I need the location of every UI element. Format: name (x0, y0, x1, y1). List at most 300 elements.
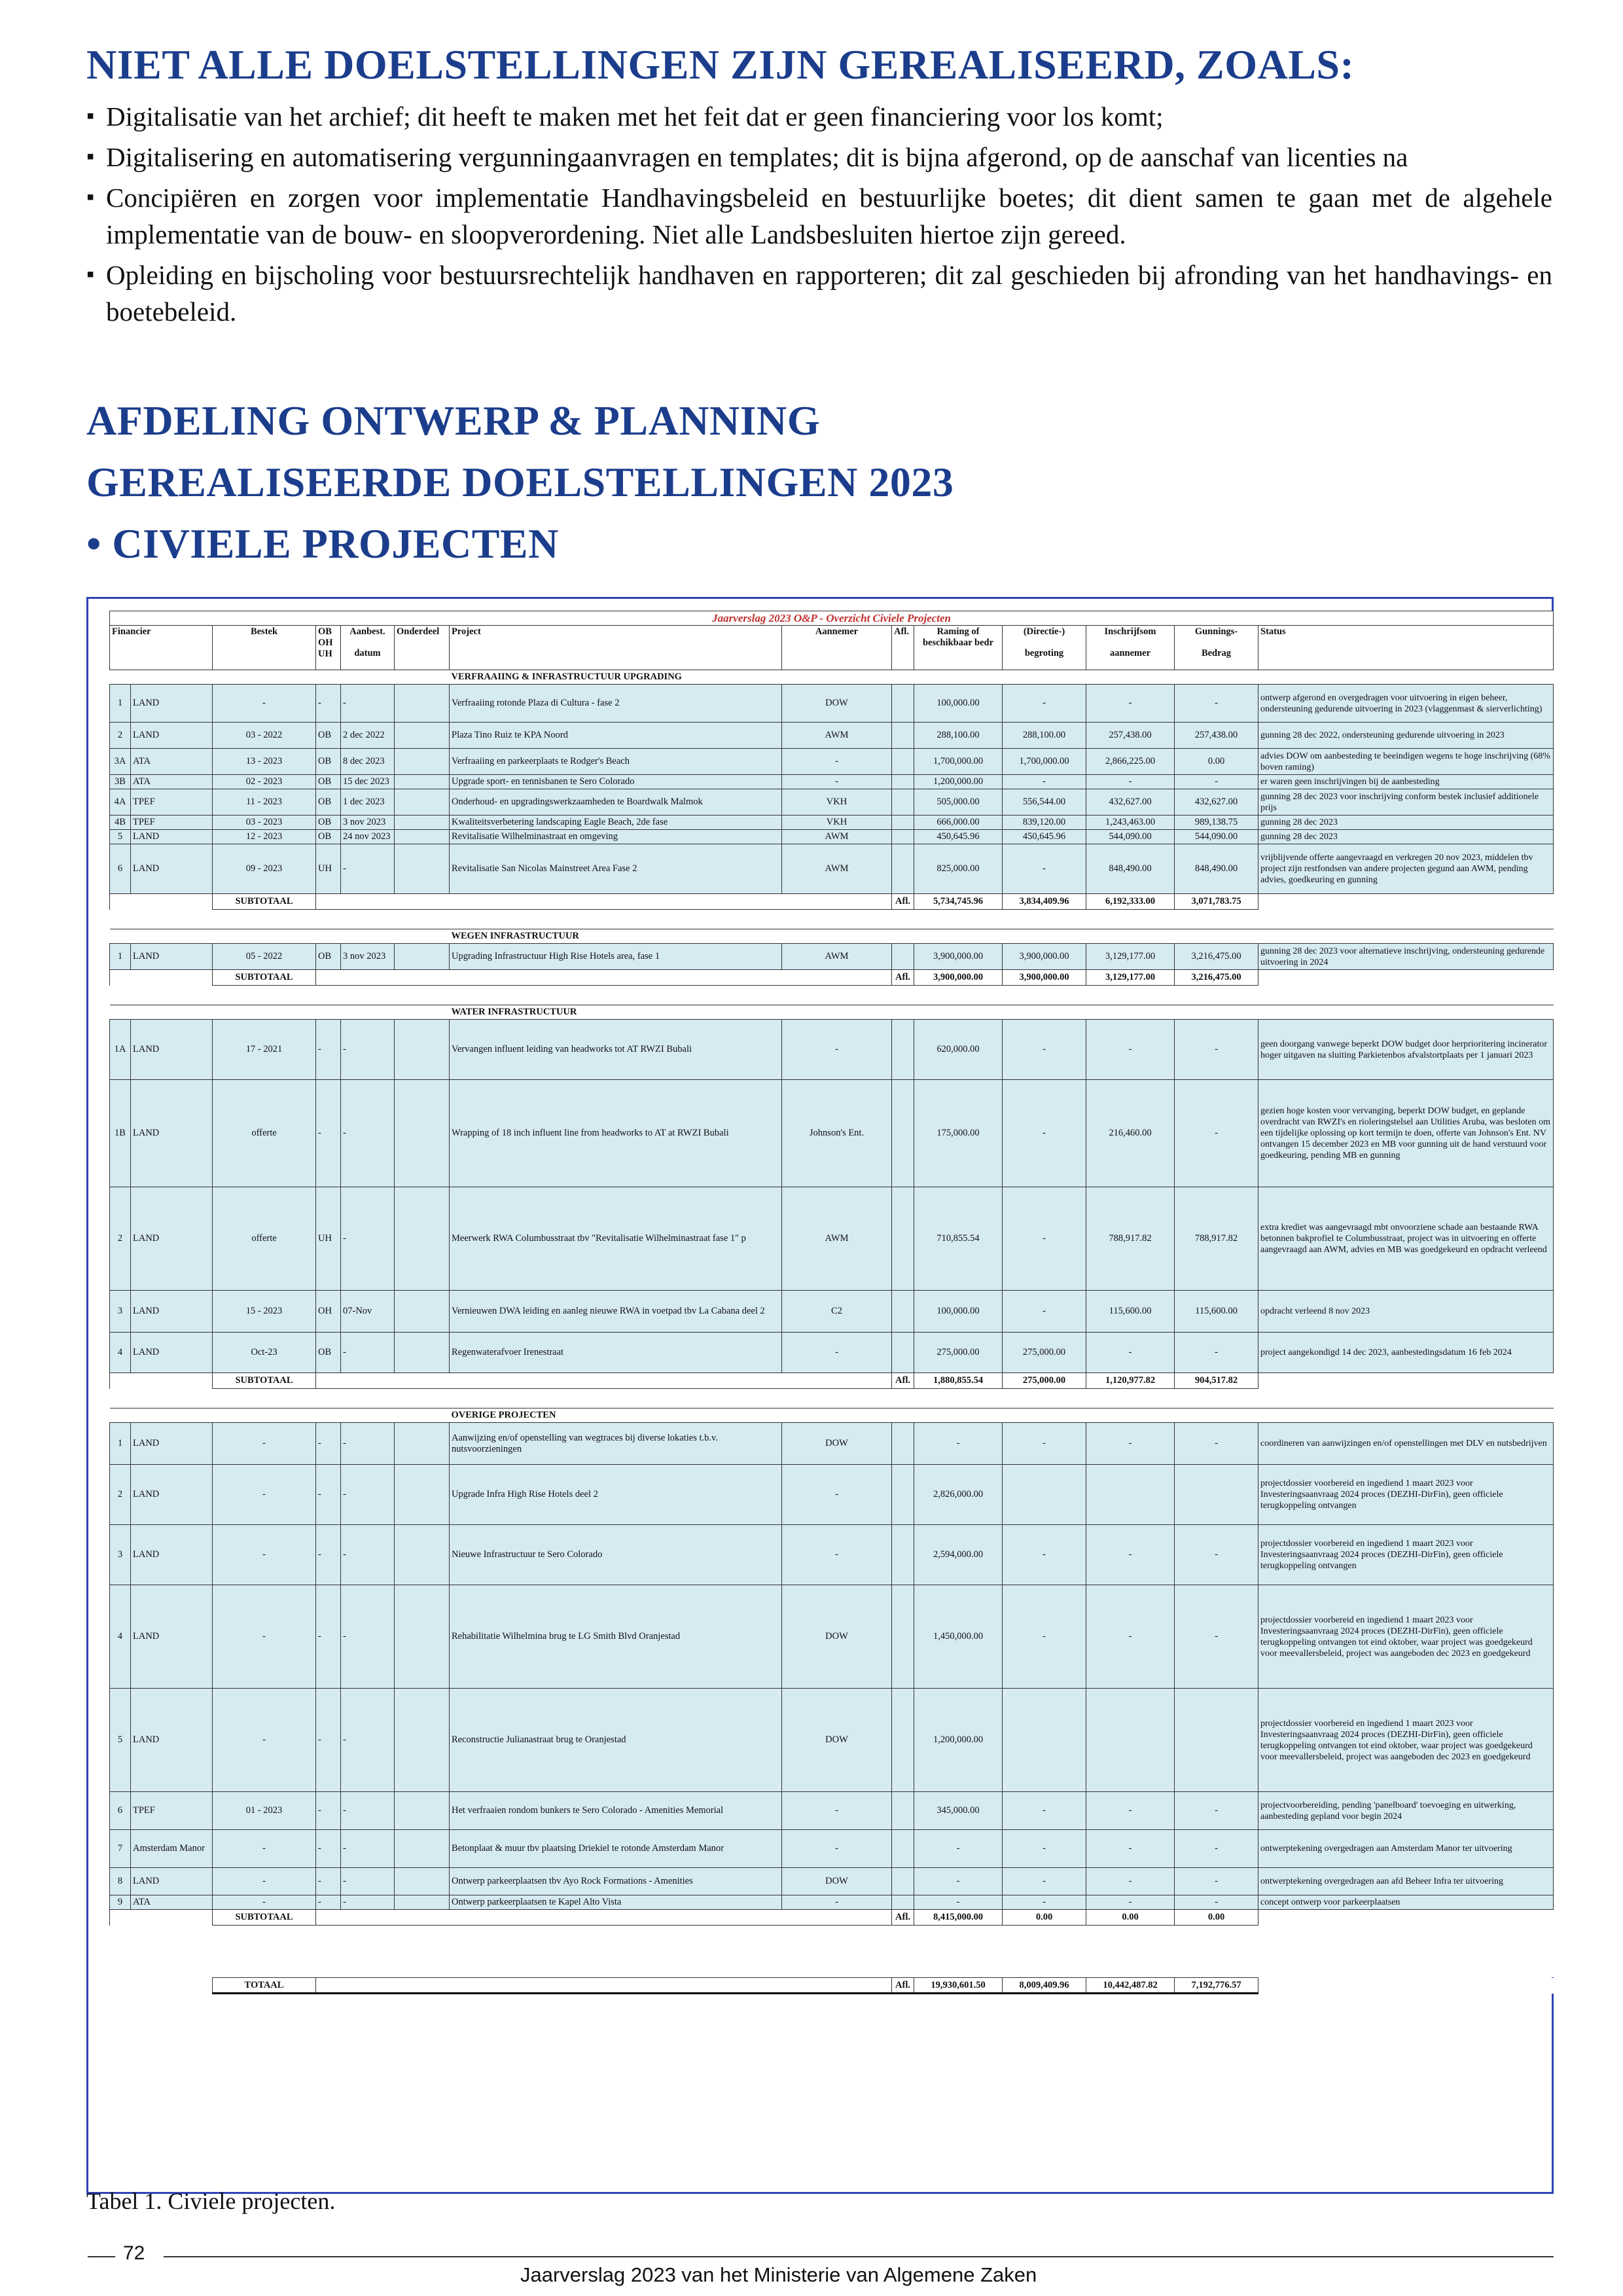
square-bullet-icon: ▪ (86, 145, 95, 169)
ob-cell: OB (316, 749, 341, 775)
begroting-cell: - (1003, 844, 1086, 894)
status-cell: gunning 28 dec 2023 voor inschrijving conform bestek inclusief additionele prijs (1258, 789, 1554, 816)
gunning-cell: 788,917.82 (1175, 1187, 1258, 1291)
onderdeel-cell (395, 1423, 450, 1465)
afl-cell (892, 1187, 914, 1291)
subtotal-raming: 5,734,745.96 (914, 894, 1003, 910)
onderdeel-cell (395, 723, 450, 749)
row-number: 4 (110, 1585, 131, 1689)
raming-cell: 100,000.00 (914, 1291, 1003, 1333)
afl-cell (892, 1423, 914, 1465)
inschrijfsom-cell: 216,460.00 (1086, 1080, 1175, 1187)
table-frame (86, 597, 1554, 2194)
inschrijfsom-cell: 2,866,225.00 (1086, 749, 1175, 775)
aannemer-cell: DOW (782, 1868, 892, 1895)
bestek-cell: 09 - 2023 (213, 844, 316, 894)
afl-cell (892, 844, 914, 894)
row-number: 2 (110, 1187, 131, 1291)
ob-cell: - (316, 685, 341, 723)
ob-cell: OB (316, 1333, 341, 1373)
afl-cell (892, 1291, 914, 1333)
subtotal-begroting: 275,000.00 (1003, 1373, 1086, 1389)
subtotal-spacer (316, 894, 892, 910)
table-row (110, 1187, 1554, 1291)
project-cell: Reconstructie Julianastraat brug te Oranjestad (450, 1689, 782, 1792)
aannemer-cell: - (782, 1895, 892, 1910)
financier-cell: LAND (131, 1333, 213, 1373)
col-header-bestek: Bestek (213, 626, 316, 670)
aannemer-cell: - (782, 775, 892, 789)
subtotal-afl: Afl. (892, 1373, 914, 1389)
status-cell: vrijblijvende offerte aangevraagd en verkregen 20 nov 2023, middelen tbv project zijn restfondsen van andere projecten gegund aan AWM, pending advies, goedkeuring en gunning (1258, 844, 1554, 894)
raming-cell: 1,200,000.00 (914, 1689, 1003, 1792)
subtotal-gunning: 0.00 (1175, 1910, 1258, 1926)
table-row (110, 1423, 1554, 1465)
aanbest-datum-cell: 1 dec 2023 (341, 789, 395, 816)
subtotal-begroting: 0.00 (1003, 1910, 1086, 1926)
aannemer-cell: AWM (782, 844, 892, 894)
afl-cell (892, 1080, 914, 1187)
financier-cell: TPEF (131, 1792, 213, 1830)
col-header-project: Project (450, 626, 782, 670)
square-bullet-icon: ▪ (86, 104, 95, 128)
aanbest-datum-cell: - (341, 1868, 395, 1895)
aanbest-datum-cell: - (341, 685, 395, 723)
row-number: 6 (110, 844, 131, 894)
aannemer-cell: AWM (782, 944, 892, 970)
subtotal-raming: 8,415,000.00 (914, 1910, 1003, 1926)
subtotal-raming: 1,880,855.54 (914, 1373, 1003, 1389)
bullet-item (86, 98, 1552, 135)
financier-cell: TPEF (131, 789, 213, 816)
row-number: 7 (110, 1830, 131, 1868)
aannemer-cell: VKH (782, 789, 892, 816)
ob-cell: OB (316, 944, 341, 970)
gunning-cell: - (1175, 1868, 1258, 1895)
ob-cell: OB (316, 830, 341, 844)
financier-cell: LAND (131, 830, 213, 844)
col-header-aanbest-line2: datum (354, 648, 381, 658)
total-begroting: 8,009,409.96 (1003, 1978, 1086, 1994)
table-row (110, 844, 1554, 894)
financier-cell: LAND (131, 1423, 213, 1465)
row-number: 3B (110, 775, 131, 789)
inschrijfsom-cell: - (1086, 1792, 1175, 1830)
section-title: WATER INFRASTRUCTUUR (450, 1005, 1554, 1020)
subtotal-label: SUBTOTAAL (213, 1910, 316, 1926)
col-header-gunning (1175, 626, 1258, 670)
subtotal-begroting: 3,900,000.00 (1003, 970, 1086, 986)
aannemer-cell: - (782, 1333, 892, 1373)
col-header-onderdeel: Onderdeel (395, 626, 450, 670)
col-header-afl: Afl. (892, 626, 914, 670)
table-row (110, 1792, 1554, 1830)
begroting-cell: - (1003, 1291, 1086, 1333)
table-row (110, 1291, 1554, 1333)
afl-cell (892, 1792, 914, 1830)
subtotal-row (110, 894, 1554, 910)
aannemer-cell: AWM (782, 1187, 892, 1291)
section-spacer-cell (110, 670, 450, 685)
aanbest-datum-cell: - (341, 1080, 395, 1187)
section-spacer (110, 986, 1554, 1005)
financier-cell: LAND (131, 1465, 213, 1525)
gunning-cell: 848,490.00 (1175, 844, 1258, 894)
afl-cell (892, 1830, 914, 1868)
status-cell: er waren geen inschrijvingen bij de aanbesteding (1258, 775, 1554, 789)
subtotal-spacer (316, 1910, 892, 1926)
onderdeel-cell (395, 1020, 450, 1080)
financier-cell: Amsterdam Manor (131, 1830, 213, 1868)
project-cell: Kwaliteitsverbetering landscaping Eagle Beach, 2de fase (450, 816, 782, 830)
subtotal-end (1258, 1373, 1554, 1389)
status-cell: project aangekondigd 14 dec 2023, aanbestedingsdatum 16 feb 2024 (1258, 1333, 1554, 1373)
subtotal-begroting: 3,834,409.96 (1003, 894, 1086, 910)
bestek-cell: - (213, 1895, 316, 1910)
section-header-row (110, 1408, 1554, 1423)
subtotal-blank (110, 1373, 213, 1389)
aanbest-datum-cell: 2 dec 2022 (341, 723, 395, 749)
bestek-cell: 02 - 2023 (213, 775, 316, 789)
subtotal-inschrijfsom: 6,192,333.00 (1086, 894, 1175, 910)
status-cell: gunning 28 dec 2022, ondersteuning gedurende uitvoering in 2023 (1258, 723, 1554, 749)
subtotal-label: SUBTOTAAL (213, 970, 316, 986)
total-row (110, 1978, 1554, 1994)
afl-cell (892, 775, 914, 789)
raming-cell: 1,700,000.00 (914, 749, 1003, 775)
begroting-cell: - (1003, 685, 1086, 723)
heading-civiele-projecten: • CIVIELE PROJECTEN (86, 520, 559, 567)
inschrijfsom-cell: - (1086, 1895, 1175, 1910)
onderdeel-cell (395, 830, 450, 844)
project-cell: Regenwaterafvoer Irenestraat (450, 1333, 782, 1373)
inschrijfsom-cell: - (1086, 1333, 1175, 1373)
afl-cell (892, 749, 914, 775)
aannemer-cell: AWM (782, 723, 892, 749)
financier-cell: LAND (131, 685, 213, 723)
footer-dash (88, 2256, 115, 2257)
bestek-cell: - (213, 1465, 316, 1525)
col-header-gunning-line1: Gunnings- (1194, 626, 1238, 637)
status-cell: gunning 28 dec 2023 (1258, 816, 1554, 830)
gunning-cell: - (1175, 1792, 1258, 1830)
gunning-cell: 257,438.00 (1175, 723, 1258, 749)
col-header-directie-line2: begroting (1024, 648, 1064, 658)
col-header-status: Status (1258, 626, 1554, 670)
aanbest-datum-cell: 3 nov 2023 (341, 944, 395, 970)
onderdeel-cell (395, 1792, 450, 1830)
ob-cell: - (316, 1465, 341, 1525)
aanbest-datum-cell: - (341, 1423, 395, 1465)
status-cell: gunning 28 dec 2023 (1258, 830, 1554, 844)
afl-cell (892, 789, 914, 816)
subtotal-afl: Afl. (892, 894, 914, 910)
begroting-cell: - (1003, 1423, 1086, 1465)
col-header-raming: Raming of beschikbaar bedr (914, 626, 1003, 670)
subtotal-raming: 3,900,000.00 (914, 970, 1003, 986)
civiele-projecten-table (109, 611, 1554, 1994)
subtotal-row (110, 1910, 1554, 1926)
aannemer-cell: - (782, 1465, 892, 1525)
afl-cell (892, 816, 914, 830)
aannemer-cell: DOW (782, 685, 892, 723)
aanbest-datum-cell: 15 dec 2023 (341, 775, 395, 789)
subtotal-label: SUBTOTAAL (213, 1373, 316, 1389)
bestek-cell: 03 - 2022 (213, 723, 316, 749)
bestek-cell: 11 - 2023 (213, 789, 316, 816)
financier-cell: ATA (131, 775, 213, 789)
subtotal-end (1258, 1910, 1554, 1926)
gunning-cell: - (1175, 775, 1258, 789)
gunning-cell (1175, 1689, 1258, 1792)
col-header-inschrijfsom (1086, 626, 1175, 670)
project-cell: Revitalisatie San Nicolas Mainstreet Area Fase 2 (450, 844, 782, 894)
onderdeel-cell (395, 1895, 450, 1910)
ob-cell: OB (316, 789, 341, 816)
subtotal-row (110, 970, 1554, 986)
bullet-text: Digitalisatie van het archief; dit heeft te maken met het feit dat er geen financiering voor los komt; (106, 101, 1164, 132)
col-header-aanbest (341, 626, 395, 670)
afl-cell (892, 1465, 914, 1525)
begroting-cell: - (1003, 1868, 1086, 1895)
financier-cell: LAND (131, 1291, 213, 1333)
afl-cell (892, 1333, 914, 1373)
table-row (110, 816, 1554, 830)
aannemer-cell: - (782, 1525, 892, 1585)
aannemer-cell: DOW (782, 1423, 892, 1465)
subtotal-blank (110, 970, 213, 986)
spacer-cell (110, 1389, 1554, 1408)
table-row (110, 1020, 1554, 1080)
begroting-cell: - (1003, 1020, 1086, 1080)
raming-cell: 2,826,000.00 (914, 1465, 1003, 1525)
begroting-cell: - (1003, 1187, 1086, 1291)
bestek-cell: offerte (213, 1080, 316, 1187)
total-spacer-cell (316, 1978, 892, 1994)
project-cell: Wrapping of 18 inch influent line from headworks to AT at RWZI Bubali (450, 1080, 782, 1187)
section-header-row (110, 1005, 1554, 1020)
inschrijfsom-cell: 1,243,463.00 (1086, 816, 1175, 830)
inschrijfsom-cell: 848,490.00 (1086, 844, 1175, 894)
inschrijfsom-cell: - (1086, 775, 1175, 789)
begroting-cell: 1,700,000.00 (1003, 749, 1086, 775)
heading-afdeling: AFDELING ONTWERP & PLANNING (86, 397, 821, 444)
begroting-cell: - (1003, 1830, 1086, 1868)
status-cell: gezien hoge kosten voor vervanging, beperkt DOW budget, en geplande overdracht van RWZI's en rioleringstelsel aan Utilities Aruba, was besloten om een tijdelijke oplossing op kort termijn te doen, offerte van Johnson's Ent. NV ontvangen 15 december 2023 en MB voor gunning uit de hand verstuurd voor goedkeuring, pending MB en gunning (1258, 1080, 1554, 1187)
project-cell: Het verfraaien rondom bunkers te Sero Colorado - Amenities Memorial (450, 1792, 782, 1830)
row-number: 3 (110, 1525, 131, 1585)
aanbest-datum-cell: 24 nov 2023 (341, 830, 395, 844)
begroting-cell: 275,000.00 (1003, 1333, 1086, 1373)
aanbest-datum-cell: - (341, 844, 395, 894)
subtotal-gunning: 904,517.82 (1175, 1373, 1258, 1389)
ob-cell: - (316, 1423, 341, 1465)
project-cell: Aanwijzing en/of openstelling van wegtraces bij diverse lokaties t.b.v. nutsvoorzieningen (450, 1423, 782, 1465)
aanbest-datum-cell: - (341, 1689, 395, 1792)
gunning-cell: 3,216,475.00 (1175, 944, 1258, 970)
ob-cell: - (316, 1080, 341, 1187)
project-cell: Upgrading Infrastructuur High Rise Hotels area, fase 1 (450, 944, 782, 970)
total-inschrijfsom: 10,442,487.82 (1086, 1978, 1175, 1994)
aanbest-datum-cell: 8 dec 2023 (341, 749, 395, 775)
bestek-cell: 03 - 2023 (213, 816, 316, 830)
raming-cell: 825,000.00 (914, 844, 1003, 894)
status-cell: concept ontwerp voor parkeerplaatsen (1258, 1895, 1554, 1910)
financier-cell: TPEF (131, 816, 213, 830)
raming-cell: 666,000.00 (914, 816, 1003, 830)
col-header-ob: OB OH UH (316, 626, 341, 670)
project-cell: Onderhoud- en upgradingswerkzaamheden te Boardwalk Malmok (450, 789, 782, 816)
subtotal-afl: Afl. (892, 1910, 914, 1926)
inschrijfsom-cell (1086, 1689, 1175, 1792)
row-number: 4 (110, 1333, 131, 1373)
project-cell: Revitalisatie Wilhelminastraat en omgeving (450, 830, 782, 844)
financier-cell: LAND (131, 1020, 213, 1080)
raming-cell: - (914, 1895, 1003, 1910)
total-end (1258, 1978, 1554, 1994)
project-cell: Vervangen influent leiding van headworks tot AT RWZI Bubali (450, 1020, 782, 1080)
bestek-cell: - (213, 1423, 316, 1465)
square-bullet-icon: ▪ (86, 185, 95, 209)
col-header-aannemer: Aannemer (782, 626, 892, 670)
begroting-cell: - (1003, 1080, 1086, 1187)
table-title: Jaarverslag 2023 O&P - Overzicht Civiele Projecten (110, 611, 1554, 626)
section-spacer (110, 910, 1554, 929)
total-gunning: 7,192,776.57 (1175, 1978, 1258, 1994)
aanbest-datum-cell: - (341, 1020, 395, 1080)
raming-cell: 275,000.00 (914, 1333, 1003, 1373)
project-cell: Betonplaat & muur tbv plaatsing Driekiel te rotonde Amsterdam Manor (450, 1830, 782, 1868)
bullet-text: Concipiëren en zorgen voor implementatie Handhavingsbeleid en bestuurlijke boetes; dit dient samen te gaan met de algehele implementatie van de bouw- en sloopverordening. Niet alle Landsbesluiten hiertoe zijn gereed. (106, 183, 1552, 249)
table-row (110, 789, 1554, 816)
raming-cell: 1,200,000.00 (914, 775, 1003, 789)
aannemer-cell: - (782, 1792, 892, 1830)
inschrijfsom-cell: 544,090.00 (1086, 830, 1175, 844)
total-afl: Afl. (892, 1978, 914, 1994)
gunning-cell: - (1175, 1080, 1258, 1187)
table-row (110, 830, 1554, 844)
status-cell: coordineren van aanwijzingen en/of openstellingen met DLV en nutsbedrijven (1258, 1423, 1554, 1465)
onderdeel-cell (395, 1525, 450, 1585)
gunning-cell: 544,090.00 (1175, 830, 1258, 844)
subtotal-label: SUBTOTAAL (213, 894, 316, 910)
status-cell: advies DOW om aanbesteding te beeindigen wegens te hoge inschrijving (68% boven raming) (1258, 749, 1554, 775)
ob-cell: - (316, 1585, 341, 1689)
aanbest-datum-cell: 07-Nov (341, 1291, 395, 1333)
begroting-cell: - (1003, 1792, 1086, 1830)
bestek-cell: - (213, 1830, 316, 1868)
heading-niet-gerealiseerd: NIET ALLE DOELSTELLINGEN ZIJN GEREALISEERD, ZOALS: (86, 41, 1355, 88)
bestek-cell: 15 - 2023 (213, 1291, 316, 1333)
ob-cell: OB (316, 816, 341, 830)
onderdeel-cell (395, 789, 450, 816)
table-row (110, 1333, 1554, 1373)
begroting-cell: - (1003, 1895, 1086, 1910)
table-row (110, 1465, 1554, 1525)
begroting-cell: 450,645.96 (1003, 830, 1086, 844)
afl-cell (892, 723, 914, 749)
begroting-cell (1003, 1465, 1086, 1525)
aannemer-cell: DOW (782, 1689, 892, 1792)
financier-cell: LAND (131, 1689, 213, 1792)
aanbest-datum-cell: - (341, 1333, 395, 1373)
inschrijfsom-cell: - (1086, 1830, 1175, 1868)
status-cell: projectdossier voorbereid en ingediend 1 maart 2023 voor Investeringsaanvraag 2024 proces (DEZHI-DirFin), geen officiele terugkoppeling ontvangen tot eind oktober, waar project was goedgekeurd voor meevallersbeleid, project was aangeboden dec 2023 en goedgekeurd (1258, 1585, 1554, 1689)
ob-cell: - (316, 1020, 341, 1080)
row-number: 4A (110, 789, 131, 816)
raming-cell: - (914, 1423, 1003, 1465)
afl-cell (892, 1868, 914, 1895)
afl-cell (892, 830, 914, 844)
gunning-cell: - (1175, 1525, 1258, 1585)
row-number: 2 (110, 723, 131, 749)
onderdeel-cell (395, 1187, 450, 1291)
section-title: OVERIGE PROJECTEN (450, 1408, 1554, 1423)
table-caption: Tabel 1. Civiele projecten. (86, 2188, 336, 2214)
section-spacer-cell (110, 1005, 450, 1020)
row-number: 3 (110, 1291, 131, 1333)
project-cell: Rehabilitatie Wilhelmina brug te LG Smith Blvd Oranjestad (450, 1585, 782, 1689)
subtotal-end (1258, 894, 1554, 910)
bestek-cell: 17 - 2021 (213, 1020, 316, 1080)
project-cell: Upgrade sport- en tennisbanen te Sero Colorado (450, 775, 782, 789)
bestek-cell: 12 - 2023 (213, 830, 316, 844)
footer-rule (164, 2256, 1554, 2257)
project-cell: Upgrade Infra High Rise Hotels deel 2 (450, 1465, 782, 1525)
status-cell: opdracht verleend 8 nov 2023 (1258, 1291, 1554, 1333)
ob-cell: - (316, 1868, 341, 1895)
inschrijfsom-cell: 788,917.82 (1086, 1187, 1175, 1291)
subtotal-blank (110, 1910, 213, 1926)
begroting-cell: - (1003, 1585, 1086, 1689)
inschrijfsom-cell: - (1086, 1585, 1175, 1689)
ob-cell: - (316, 1830, 341, 1868)
aannemer-cell: C2 (782, 1291, 892, 1333)
bestek-cell: - (213, 1525, 316, 1585)
status-cell: geen doorgang vanwege beperkt DOW budget door herprioritering incinerator hoger uitgaven na sluiting Parkietenbos afvalstortplaats per 1 januari 2023 (1258, 1020, 1554, 1080)
bestek-cell: 05 - 2022 (213, 944, 316, 970)
project-cell: Nieuwe Infrastructuur te Sero Colorado (450, 1525, 782, 1585)
ob-cell: - (316, 1525, 341, 1585)
status-cell: ontwerptekening overgedragen aan Amsterdam Manor ter uitvoering (1258, 1830, 1554, 1868)
row-number: 1 (110, 685, 131, 723)
inschrijfsom-cell: 3,129,177.00 (1086, 944, 1175, 970)
subtotal-inschrijfsom: 1,120,977.82 (1086, 1373, 1175, 1389)
raming-cell: 100,000.00 (914, 685, 1003, 723)
raming-cell: 620,000.00 (914, 1020, 1003, 1080)
raming-cell: 3,900,000.00 (914, 944, 1003, 970)
table-row (110, 723, 1554, 749)
project-cell: Verfraaiing rotonde Plaza di Cultura - fase 2 (450, 685, 782, 723)
section-spacer-cell (110, 1408, 450, 1423)
financier-cell: LAND (131, 944, 213, 970)
subtotal-inschrijfsom: 3,129,177.00 (1086, 970, 1175, 986)
begroting-cell: 839,120.00 (1003, 816, 1086, 830)
row-number: 1 (110, 1423, 131, 1465)
gunning-cell (1175, 1465, 1258, 1525)
aannemer-cell: - (782, 749, 892, 775)
raming-cell: - (914, 1868, 1003, 1895)
gunning-cell: 0.00 (1175, 749, 1258, 775)
footer-text: Jaarverslag 2023 van het Ministerie van Algemene Zaken (520, 2263, 1037, 2286)
gunning-cell: 989,138.75 (1175, 816, 1258, 830)
raming-cell: 710,855.54 (914, 1187, 1003, 1291)
ob-cell: - (316, 1689, 341, 1792)
bullet-item (86, 257, 1552, 330)
gunning-cell: - (1175, 1585, 1258, 1689)
financier-cell: LAND (131, 1585, 213, 1689)
status-cell: projectdossier voorbereid en ingediend 1 maart 2023 voor Investeringsaanvraag 2024 proces (DEZHI-DirFin), geen officiele terugkoppeling ontvangen (1258, 1465, 1554, 1525)
